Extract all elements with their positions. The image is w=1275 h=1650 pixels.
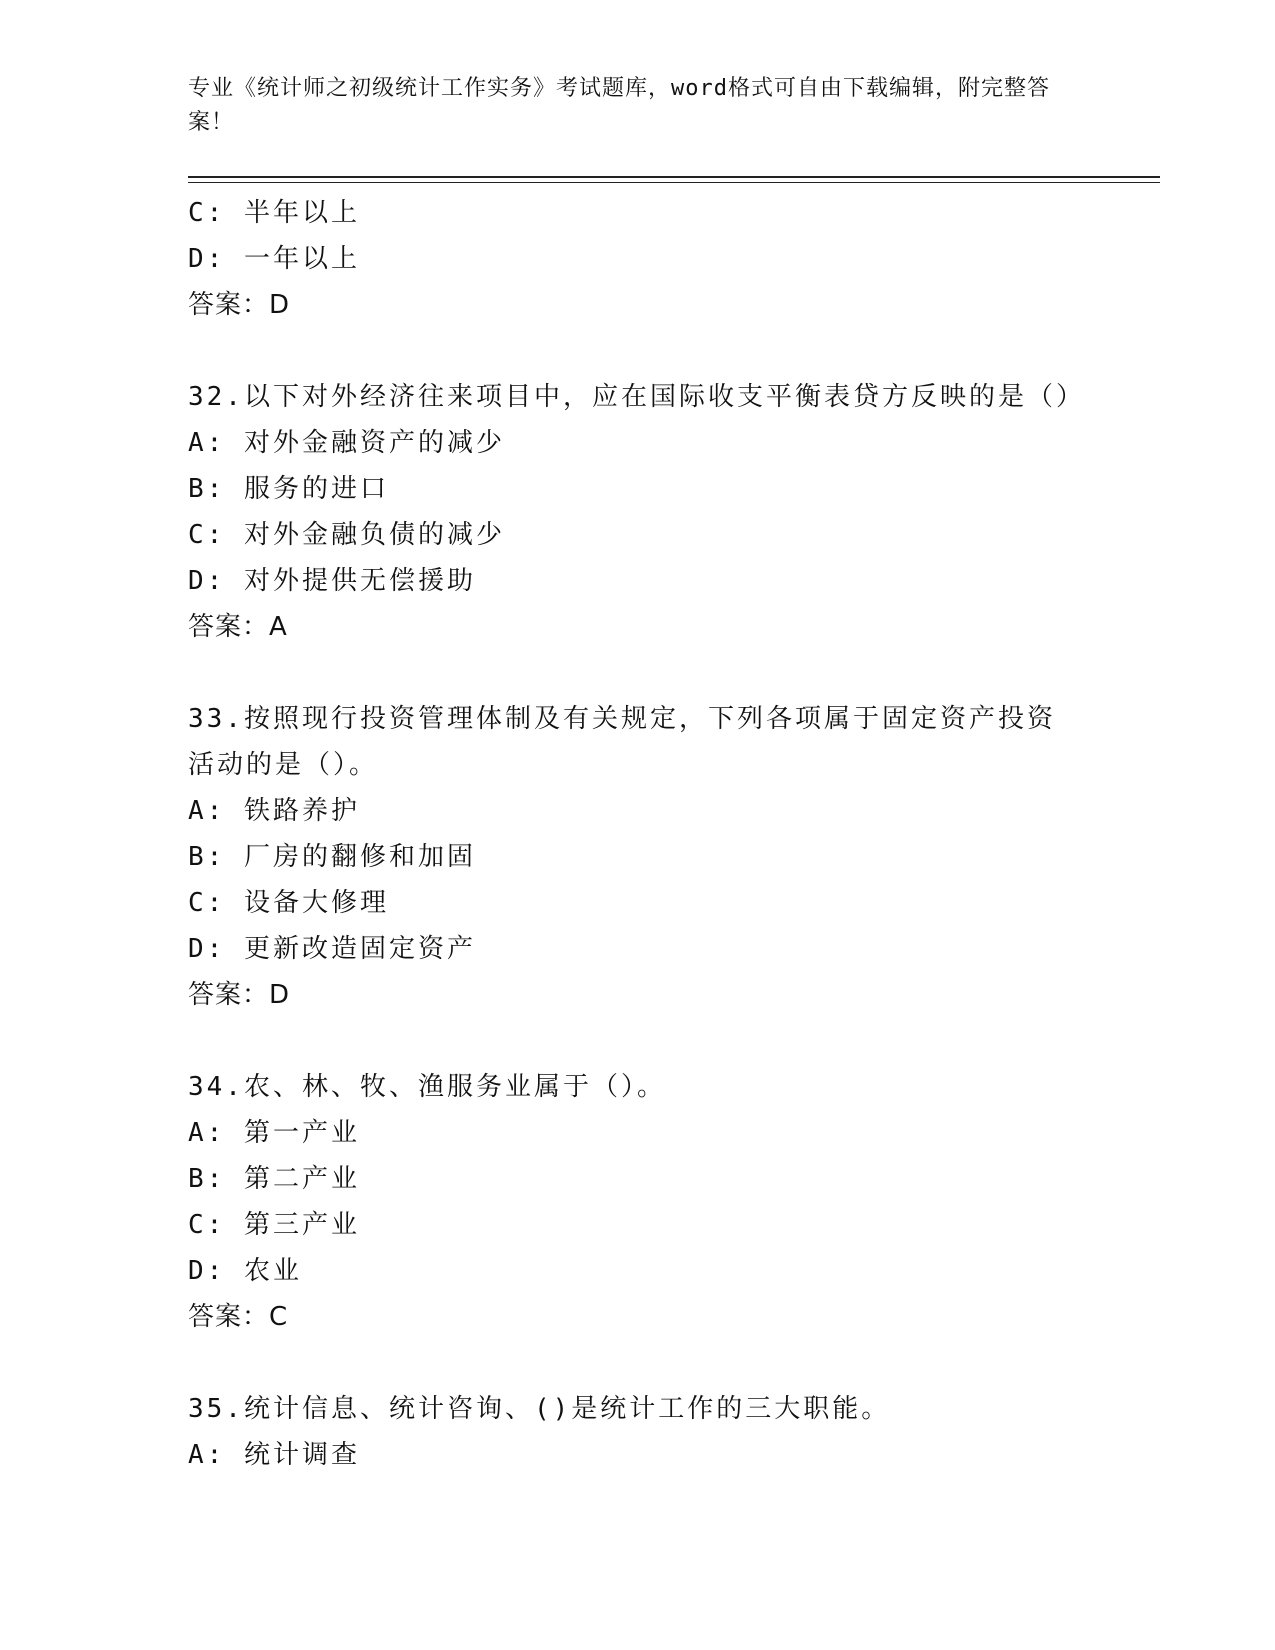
option-a: A: 铁路养护 [188,796,360,826]
spacer [188,328,1088,374]
question-31-continued [188,190,1088,328]
document-header-intro: 专业《统计师之初级统计工作实务》考试题库，word格式可自由下载编辑，附完整答案！ [188,76,1050,135]
question-title: 35.统计信息、统计咨询、()是统计工作的三大职能。 [188,1394,891,1424]
question-35 [188,1386,1088,1478]
answer-line: 答案：D [188,290,291,320]
option-a: A: 第一产业 [188,1118,360,1148]
option-d: D: 对外提供无偿援助 [188,566,476,596]
option-d: D: 农业 [188,1256,302,1286]
option-b: B: 第二产业 [188,1164,360,1194]
answer-line: 答案：D [188,980,291,1010]
question-title: 32.以下对外经济往来项目中，应在国际收支平衡表贷方反映的是（） [188,382,1085,412]
question-34 [188,1064,1088,1340]
option-c: C: 半年以上 [188,198,360,228]
spacer [188,1340,1088,1386]
option-d: D: 一年以上 [188,244,360,274]
spacer [188,1018,1088,1064]
option-c: C: 对外金融负债的减少 [188,520,505,550]
option-a: A: 对外金融资产的减少 [188,428,505,458]
question-list [188,190,1088,1478]
question-33 [188,696,1088,1018]
header-divider-thin [188,182,1160,183]
header-divider-thick [188,176,1160,178]
option-b: B: 服务的进口 [188,474,389,504]
option-a: A: 统计调查 [188,1440,360,1470]
option-c: C: 第三产业 [188,1210,360,1240]
option-c: C: 设备大修理 [188,888,389,918]
answer-line: 答案：A [188,612,288,642]
option-d: D: 更新改造固定资产 [188,934,476,964]
question-title: 34.农、林、牧、渔服务业属于（）。 [188,1072,666,1102]
spacer [188,650,1088,696]
question-title: 33.按照现行投资管理体制及有关规定，下列各项属于固定资产投资活动的是（）。 [188,704,1056,780]
option-b: B: 厂房的翻修和加固 [188,842,476,872]
question-32 [188,374,1088,650]
answer-line: 答案：C [188,1302,289,1332]
